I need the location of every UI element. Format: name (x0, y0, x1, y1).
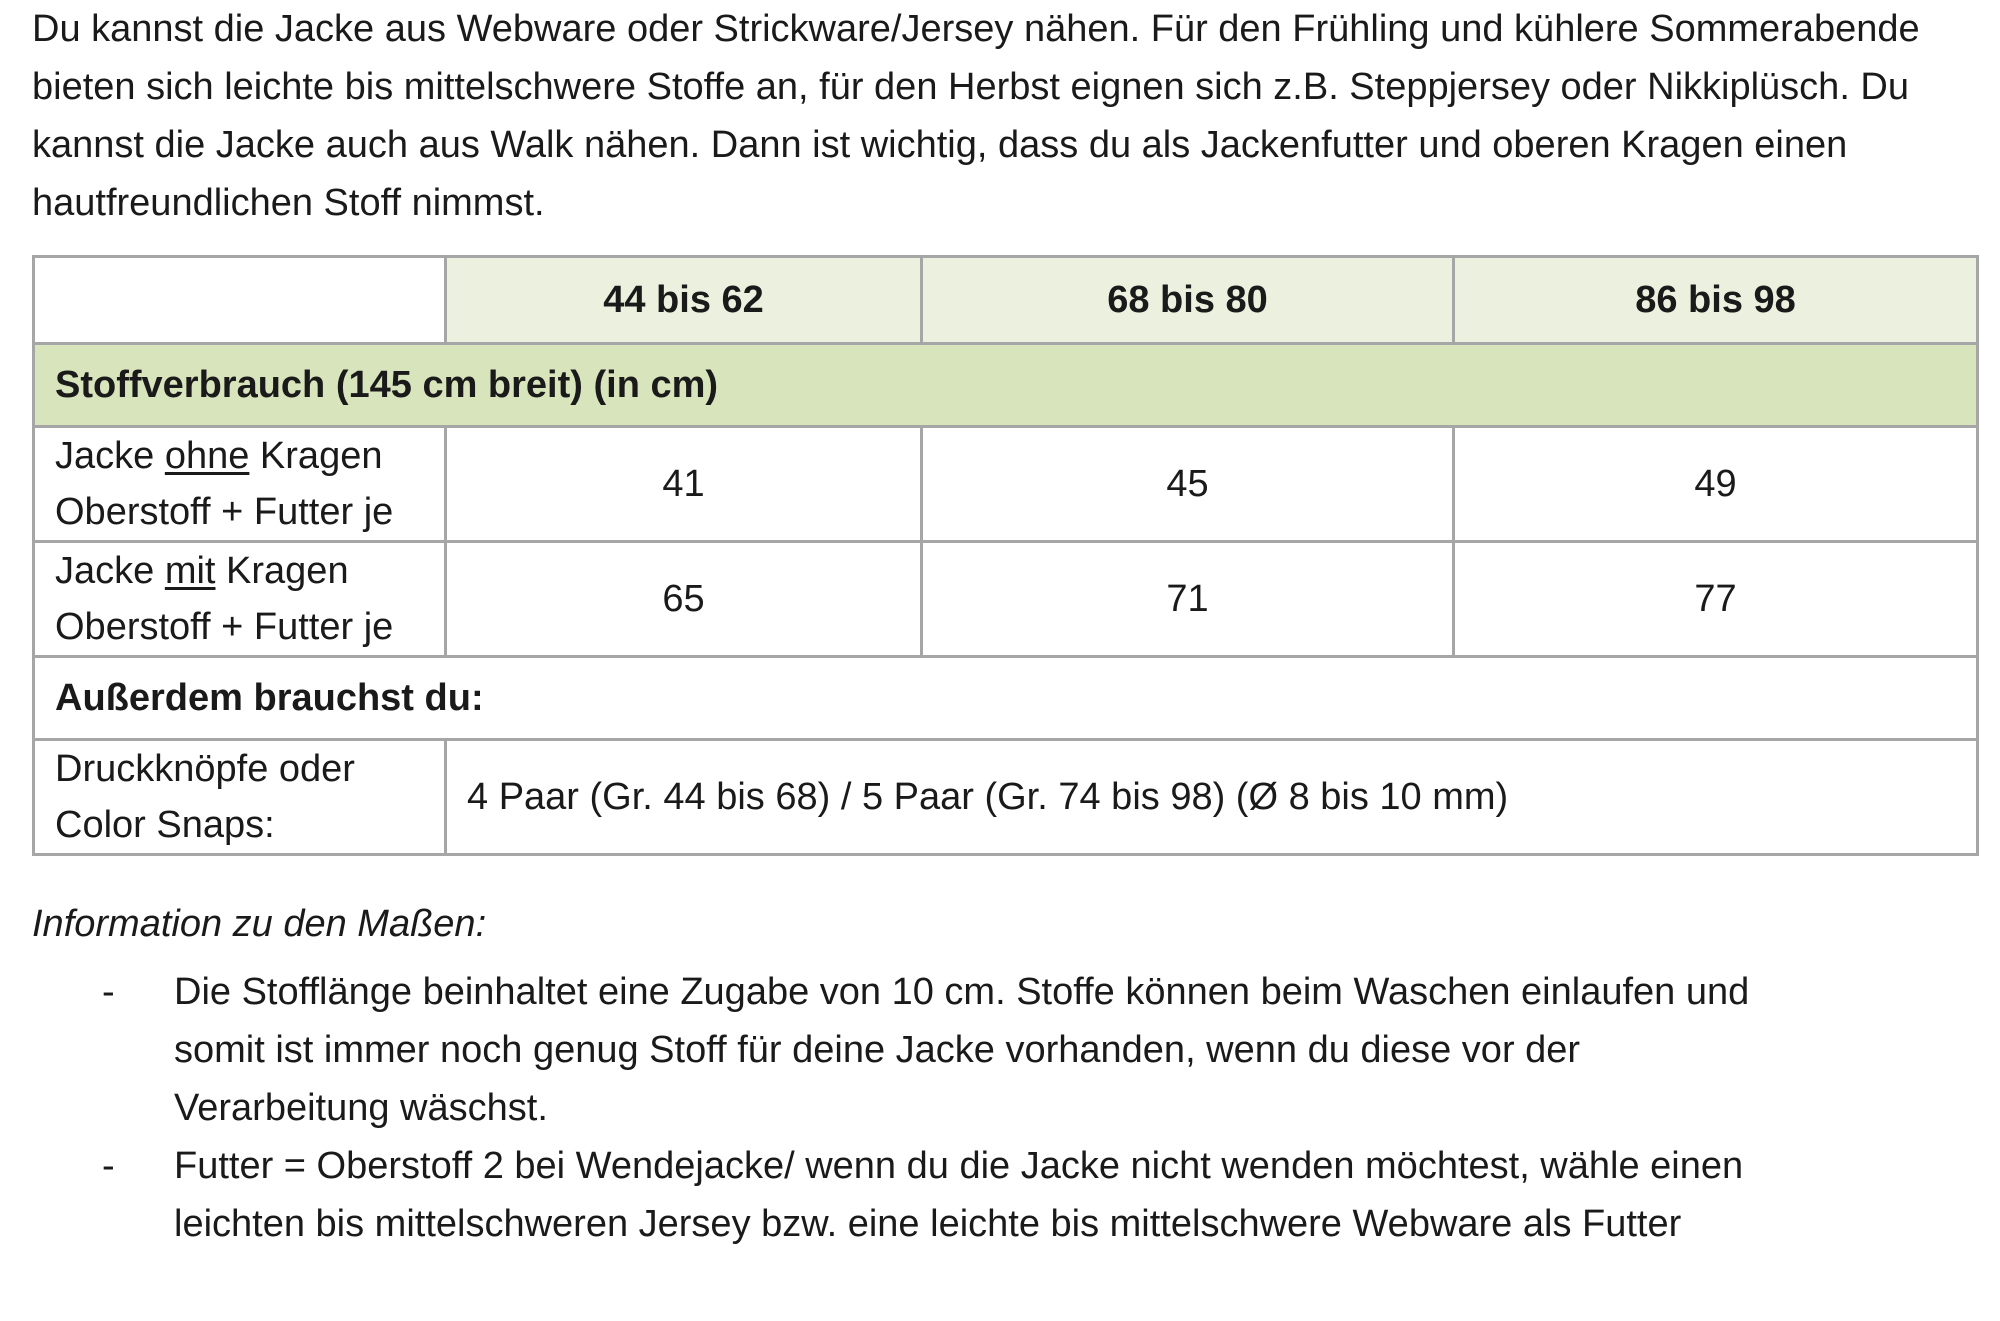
bullet-text: Futter = Oberstoff 2 bei Wendejacke/ wenn du die Jacke nicht wenden möchtest, wähle einen leichten bis mittelschweren Jersey bzw. eine leichte bis mittelschwere Webware als Futter (174, 1145, 1744, 1245)
table-row (34, 427, 1978, 542)
info-bullet-list (32, 963, 1772, 1253)
bullet-dash: - (102, 1145, 115, 1187)
row-label-prefix: Jacke (55, 435, 165, 477)
extras-section-row (34, 657, 1978, 740)
snaps-label (34, 740, 446, 855)
row-label-prefix: Jacke (55, 550, 165, 592)
extras-section-title: Außerdem brauchst du: (34, 657, 1978, 740)
row-label-emphasis: ohne (164, 435, 250, 477)
row-label-suffix: Kragen (249, 435, 383, 477)
snaps-value: 4 Paar (Gr. 44 bis 68) / 5 Paar (Gr. 74 bis 98) (Ø 8 bis 10 mm) (446, 740, 1978, 855)
info-heading: Information zu den Maßen: (32, 903, 487, 945)
table-row (34, 542, 1978, 657)
snaps-row (34, 740, 1978, 855)
list-item (32, 1137, 1772, 1253)
table-cell: 45 (922, 427, 1454, 542)
table-cell: 77 (1454, 542, 1978, 657)
snaps-label-line1: Druckknöpfe oder (55, 748, 355, 790)
row-label-line2: Oberstoff + Futter je (55, 491, 394, 533)
list-item (32, 963, 1772, 1137)
size-header-row (34, 257, 1978, 344)
table-cell: 41 (446, 427, 922, 542)
row-label-emphasis: mit (164, 550, 216, 592)
row-label (34, 427, 446, 542)
row-label (34, 542, 446, 657)
bullet-text: Die Stofflänge beinhaltet eine Zugabe von 10 cm. Stoffe können beim Waschen einlaufen und somit ist immer noch genug Stoff für deine Jacke vorhanden, wenn du diese vor der Verarbeitung wäschst. (174, 971, 1750, 1129)
size-column-header: 68 bis 80 (922, 257, 1454, 344)
fabric-usage-section-row (34, 344, 1978, 427)
header-corner-cell (34, 257, 446, 344)
size-column-header: 44 bis 62 (446, 257, 922, 344)
row-label-suffix: Kragen (215, 550, 349, 592)
fabric-table (32, 255, 1979, 856)
row-label-line2: Oberstoff + Futter je (55, 606, 394, 648)
table-cell: 49 (1454, 427, 1978, 542)
table-cell: 71 (922, 542, 1454, 657)
intro-paragraph: Du kannst die Jacke aus Webware oder Strickware/Jersey nähen. Für den Frühling und kühlere Sommerabende bieten sich leichte bis mittelschwere Stoffe an, für den Herbst eignen sich z.B. Steppjersey oder Nikkiplüsch. Du kannst die Jacke auch aus Walk nähen. Dann ist wichtig, dass du als Jackenfutter und oberen Kragen einen hautfreundlichen Stoff nimmst. (32, 8, 1920, 224)
fabric-usage-section-title: Stoffverbrauch (145 cm breit) (in cm) (34, 344, 1978, 427)
bullet-dash: - (102, 971, 115, 1013)
table-cell: 65 (446, 542, 922, 657)
size-column-header: 86 bis 98 (1454, 257, 1978, 344)
snaps-label-line2: Color Snaps: (55, 804, 275, 846)
